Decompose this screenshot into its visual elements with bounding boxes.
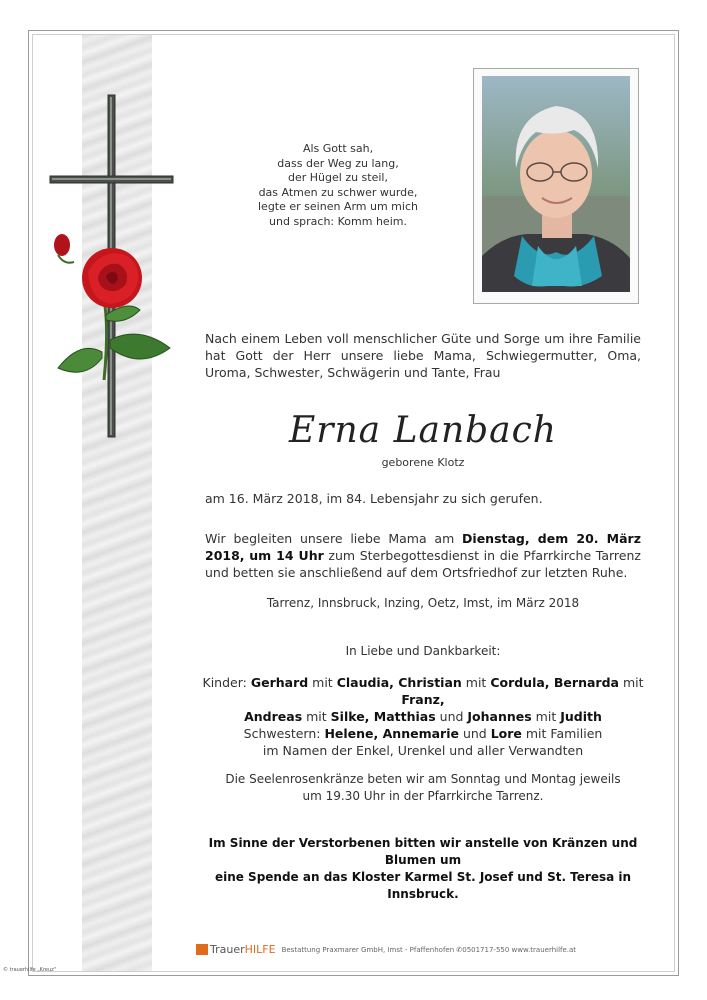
- funeral-text: [205, 530, 641, 581]
- donation-line: eine Spende an das Kloster Karmel St. Josef und St. Teresa in Innsbruck.: [214, 870, 632, 901]
- rosary-line: Die Seelenrosenkränze beten wir am Sonntag und Montag jeweils: [225, 772, 621, 786]
- label: Kinder:: [202, 675, 251, 690]
- copyright-note: © trauerhilfe „Kreuz": [3, 967, 57, 973]
- mourners-line: im Namen der Enkel, Urenkel und aller Verwandten: [262, 743, 584, 758]
- mourner-name: Silke, Matthias: [330, 709, 436, 724]
- funeral-date: Dienstag, dem 20. März 2018,: [205, 531, 641, 563]
- mourners-line: [200, 674, 646, 708]
- places-date: Tarrenz, Innsbruck, Inzing, Oetz, Imst, im März 2018: [266, 596, 580, 610]
- quote-line: der Hügel zu steil,: [288, 171, 388, 184]
- mourner-name: Cordula, Bernarda: [490, 675, 619, 690]
- quote-line: legte er seinen Arm um mich: [258, 200, 418, 213]
- cross-with-rose-icon: [40, 90, 180, 440]
- quote-line: Als Gott sah,: [302, 142, 374, 155]
- connector: und: [435, 709, 468, 724]
- connector: mit: [618, 675, 644, 690]
- connector: mit Familien: [521, 726, 603, 741]
- mourners-list: [200, 674, 646, 759]
- maiden-name: geborene Klotz: [381, 456, 465, 469]
- connector: mit: [461, 675, 491, 690]
- mourners-line: [200, 725, 646, 742]
- mourner-name: Judith: [560, 709, 602, 724]
- memorial-quote: [238, 142, 438, 229]
- gratitude-line: In Liebe und Dankbarkeit:: [345, 644, 501, 658]
- donation-line: Im Sinne der Verstorbenen bitten wir anstelle von Kränzen und Blumen um: [208, 836, 638, 867]
- quote-line: dass der Weg zu lang,: [277, 156, 399, 170]
- donation-request: [205, 835, 641, 903]
- funeral-time: um 14 Uhr: [249, 548, 324, 563]
- deceased-name: Erna Lanbach: [289, 410, 557, 451]
- mourner-name: Franz,: [401, 692, 445, 707]
- rosary-line: um 19.30 Uhr in der Pfarrkirche Tarrenz.: [302, 789, 544, 803]
- connector: mit: [302, 709, 331, 724]
- quote-line: und sprach: Komm heim.: [269, 214, 407, 228]
- funeral-post: zum Sterbegottesdienst in die Pfarrkirche Tarrenz und betten sie anschließend auf dem Ortsfriedhof zur letzten Ruhe.: [205, 548, 641, 580]
- trauerhilfe-logo-icon: [196, 944, 208, 955]
- mourner-name: Andreas: [244, 709, 303, 724]
- mourners-line: [200, 708, 646, 725]
- mourner-name: Helene, Annemarie: [324, 726, 459, 741]
- intro-text: Nach einem Leben voll menschlicher Güte und Sorge um ihre Familie hat Gott der Herr unsere liebe Mama, Schwiegermutter, Oma, Uroma, Schwester, Schwägerin und Tante, Frau: [205, 331, 641, 380]
- mourner-name: Claudia, Christian: [336, 675, 462, 690]
- funeral-pre: Wir begleiten unsere liebe Mama am: [205, 531, 463, 546]
- mourner-name: Lore: [490, 726, 522, 741]
- trauerhilfe-logo: [210, 943, 276, 956]
- quote-line: das Atmen zu schwer wurde,: [258, 185, 418, 199]
- logo-text-highlight: HILFE: [244, 943, 276, 956]
- connector: mit: [531, 709, 561, 724]
- portrait-photo: [482, 76, 630, 292]
- rosary-info: [205, 771, 641, 805]
- logo-text: Trauer: [210, 943, 245, 956]
- footer-contact: Bestattung Praxmarer GmbH, Imst - Pfaffenhofen ✆0501717-550 www.trauerhilfe.at: [281, 945, 577, 954]
- footer: [196, 943, 577, 957]
- connector: und: [458, 726, 491, 741]
- mourner-name: Gerhard: [250, 675, 309, 690]
- label: Schwestern:: [243, 726, 325, 741]
- death-date-text: am 16. März 2018, im 84. Lebensjahr zu sich gerufen.: [205, 491, 543, 506]
- connector: mit: [308, 675, 337, 690]
- mourner-name: Johannes: [467, 709, 532, 724]
